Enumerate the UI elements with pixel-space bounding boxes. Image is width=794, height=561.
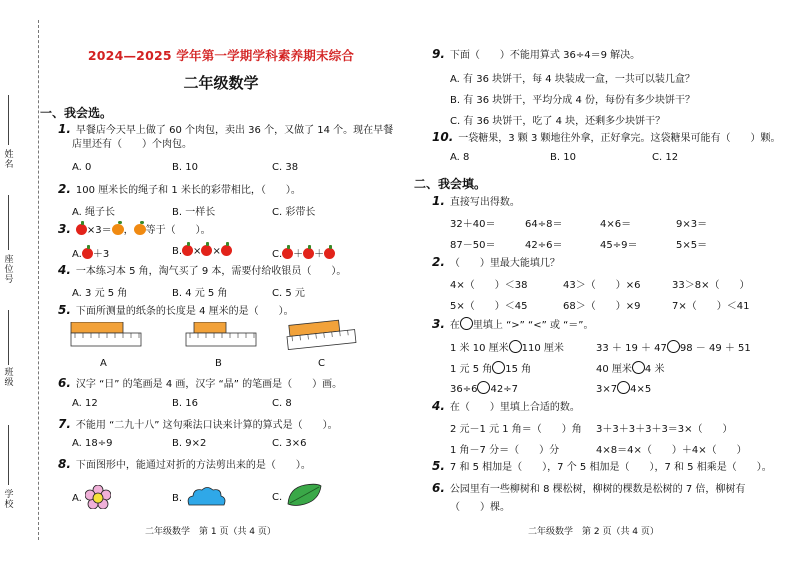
q8-option-a[interactable] — [72, 485, 111, 509]
q10-text: 一袋糖果，3 颗 3 颗地往外拿，正好拿完。这袋糖果可能有（ ）颗。 — [458, 133, 781, 144]
q3-equals: 等于（ ）。 — [145, 225, 211, 236]
q8-number: 8. — [58, 457, 71, 471]
f6-text-line2[interactable]: （ ）棵。 — [450, 502, 510, 513]
q3-option-b[interactable]: B. × × — [172, 245, 232, 257]
f3-right: 110 厘米 — [521, 343, 564, 354]
footer-page-2: 二年级数学 第 2 页（共 4 页） — [528, 527, 659, 537]
f3-left: 3×7 — [596, 384, 618, 395]
f1-item[interactable]: 87－50＝ — [450, 240, 496, 251]
question-10 — [432, 129, 781, 147]
question-7 — [58, 416, 338, 434]
f4-item[interactable]: 3＋3＋3＋3＋3＝3×（ ） — [596, 424, 733, 435]
f4-item[interactable]: 2 元－1 元 1 角＝（ ）角 — [450, 424, 582, 435]
exam-no-blank — [8, 195, 9, 250]
q1-option-c[interactable]: C. 38 — [272, 162, 299, 173]
f1-item[interactable]: 64÷8＝ — [525, 219, 563, 230]
question-8 — [58, 456, 311, 474]
q1-option-b[interactable]: B. 10 — [172, 162, 198, 173]
q4-number: 4. — [58, 263, 71, 277]
q10-option-b[interactable]: B. 10 — [550, 152, 576, 163]
question-6 — [58, 375, 342, 393]
f4-number: 4. — [432, 399, 445, 413]
apple-icon — [282, 248, 293, 259]
q3-times: ×3＝ — [86, 225, 112, 236]
f3-pre: 在 — [449, 320, 460, 331]
leaf-icon — [285, 482, 323, 508]
f2-item[interactable]: 7×（ ）＜41 — [672, 301, 750, 312]
q9-text: 下面（ ）不能用算式 36÷4＝9 解决。 — [449, 50, 641, 61]
q8-option-b[interactable] — [172, 485, 227, 507]
q4-option-c[interactable]: C. 5 元 — [272, 288, 305, 299]
q3-number: 3. — [58, 222, 71, 236]
f5-text[interactable]: 7 和 5 相加是（ ），7 个 5 相加是（ ），7 和 5 相乘是（ ）。 — [449, 462, 772, 473]
f3-left: 36÷6 — [450, 384, 478, 395]
f1-item[interactable]: 9×3＝ — [676, 219, 708, 230]
exam-title: 2024—2025 学年第一学期学科素养期末综合 — [87, 48, 355, 63]
q3-option-a-label: A. — [72, 249, 82, 260]
circle-blank-icon[interactable] — [509, 340, 522, 353]
f3-item — [450, 360, 531, 375]
q8-option-c-label: C. — [272, 492, 283, 503]
fill-1 — [432, 193, 520, 211]
q5-option-b[interactable]: B — [215, 358, 222, 369]
q10-number: 10. — [432, 130, 454, 144]
circle-blank-icon[interactable] — [632, 361, 645, 374]
q2-option-c[interactable]: C. 彩带长 — [272, 207, 316, 218]
f2-item[interactable]: 33＞8×（ ） — [672, 280, 750, 291]
flower-icon — [85, 485, 111, 509]
f3-right: 4 米 — [644, 364, 665, 375]
q2-text: 100 厘米长的绳子和 1 米长的彩带相比，（ ）。 — [75, 185, 301, 196]
q2-number: 2. — [58, 182, 71, 196]
f3-number: 3. — [432, 317, 445, 331]
q5-number: 5. — [58, 303, 71, 317]
fill-6 — [432, 480, 745, 498]
q4-option-b[interactable]: B. 4 元 5 角 — [172, 288, 228, 299]
apple-icon — [221, 245, 232, 256]
q1-option-a[interactable]: A. 0 — [72, 162, 92, 173]
q8-option-c[interactable] — [272, 482, 323, 508]
name-label: 姓名 — [4, 150, 14, 170]
q6-option-a[interactable]: A. 12 — [72, 398, 98, 409]
q1-text-line2: 店里还有（ ）个肉包。 — [72, 139, 192, 150]
binding-strip — [0, 0, 44, 561]
f3-left: 33 ＋ 19 ＋ 47 — [596, 343, 667, 354]
q1-text: 早餐店今天早上做了 60 个肉包，卖出 36 个，又做了 14 个。现在早餐 — [75, 125, 394, 136]
q9-option-a[interactable]: A. 有 36 块饼干，每 4 块装成一盒，一共可以装几盒？ — [450, 74, 695, 85]
f3-right: 98 － 49 ＋ 51 — [679, 343, 751, 354]
q7-option-a[interactable]: A. 18÷9 — [72, 438, 113, 449]
class-blank — [8, 310, 9, 365]
question-2 — [58, 181, 301, 199]
f2-item[interactable]: 4×（ ）＜38 — [450, 280, 528, 291]
f3-left: 40 厘米 — [596, 364, 632, 375]
apple-icon — [303, 248, 314, 259]
orange-icon — [134, 224, 146, 235]
apple-icon — [82, 248, 93, 259]
q6-option-b[interactable]: B. 16 — [172, 398, 198, 409]
q3-option-b-label: B. — [172, 246, 183, 257]
question-3: 3. ×3＝ ， 等于（ ）。 — [58, 222, 211, 236]
q5-option-a[interactable]: A — [100, 358, 107, 369]
question-9 — [432, 46, 640, 64]
q1-number: 1. — [58, 122, 71, 136]
f3-left: 1 元 5 角 — [450, 364, 493, 375]
q5-text: 下面所测量的纸条的长度是 4 厘米的是（ ）。 — [75, 306, 294, 317]
f1-text: 直接写出得数。 — [449, 197, 520, 208]
q7-option-b[interactable]: B. 9×2 — [172, 438, 207, 449]
f3-item — [596, 339, 751, 354]
q4-text: 一本练习本 5 角，淘气买了 9 本，需要付给收银员（ ）。 — [75, 266, 347, 277]
f2-item[interactable]: 43＞（ ）×6 — [563, 280, 641, 291]
circle-blank-icon[interactable] — [492, 361, 505, 374]
f3-post: 里填上 “>” “<” 或 “＝”。 — [472, 320, 594, 331]
q2-option-a[interactable]: A. 绳子长 — [72, 207, 116, 218]
q10-option-a[interactable]: A. 8 — [450, 152, 470, 163]
q3-option-c[interactable]: C. ＋ ＋ — [272, 245, 335, 260]
exam-no-label: 座位号 — [4, 255, 14, 285]
f4-item[interactable]: 1 角－7 分＝（ ）分 — [450, 445, 560, 456]
apple-icon — [76, 224, 87, 235]
f3-right: 15 角 — [505, 364, 532, 375]
q6-number: 6. — [58, 376, 71, 390]
question-5 — [58, 302, 294, 320]
q8-option-a-label: A. — [72, 493, 82, 504]
q8-text: 下面图形中，能通过对折的方法剪出来的是（ ）。 — [75, 460, 311, 471]
q3-option-a[interactable] — [72, 245, 109, 260]
f4-text: 在（ ）里填上合适的数。 — [449, 402, 580, 413]
q5-option-c[interactable]: C — [318, 358, 325, 369]
apple-icon — [201, 245, 212, 256]
f3-item — [596, 381, 651, 395]
ruler-c-image — [286, 318, 358, 352]
f3-right: 4×5 — [630, 384, 652, 395]
q9-option-b[interactable]: B. 有 36 块饼干，平均分成 4 份，每份有多少块饼干？ — [450, 95, 696, 106]
cloud-icon — [185, 485, 227, 507]
f2-item[interactable]: 5×（ ）＜45 — [450, 301, 528, 312]
f1-item[interactable]: 32＋40＝ — [450, 219, 496, 230]
school-blank — [8, 425, 9, 485]
f4-item[interactable]: 4×8＝4×（ ）＋4×（ ） — [596, 445, 747, 456]
q4-option-a[interactable]: A. 3 元 5 角 — [72, 288, 128, 299]
f3-left: 1 米 10 厘米 — [450, 343, 509, 354]
f1-item[interactable]: 45÷9＝ — [600, 240, 638, 251]
f1-number: 1. — [432, 194, 445, 208]
q8-option-b-label: B. — [172, 493, 183, 504]
school-label: 学校 — [4, 490, 14, 510]
circle-blank-icon[interactable] — [477, 381, 490, 394]
f1-item[interactable]: 4×6＝ — [600, 219, 632, 230]
apple-icon — [324, 248, 335, 259]
fill-3 — [432, 316, 593, 334]
f3-item — [596, 360, 664, 375]
f2-number: 2. — [432, 255, 445, 269]
q3-option-c-label: C. — [272, 249, 283, 260]
fill-5 — [432, 458, 772, 476]
q7-option-c[interactable]: C. 3×6 — [272, 438, 307, 449]
q7-number: 7. — [58, 417, 71, 431]
q9-number: 9. — [432, 47, 445, 61]
q6-text: 汉字 “日” 的笔画是 4 画，汉字 “晶” 的笔画是（ ）画。 — [75, 379, 343, 390]
question-4 — [58, 262, 346, 280]
fill-4 — [432, 398, 580, 416]
f2-item[interactable]: 68＞（ ）×9 — [563, 301, 641, 312]
footer-page-1: 二年级数学 第 1 页（共 4 页） — [145, 527, 276, 537]
section2-title: 二、我会填。 — [414, 177, 487, 191]
name-blank — [8, 95, 9, 145]
f5-number: 5. — [432, 459, 445, 473]
ruler-b-image — [185, 322, 257, 348]
class-label: 班级 — [4, 368, 14, 388]
q6-option-c[interactable]: C. 8 — [272, 398, 292, 409]
circle-blank-icon — [460, 317, 473, 330]
q9-option-c[interactable]: C. 有 36 块饼干，吃了 4 块，还剩多少块饼干？ — [450, 116, 666, 127]
q3-option-a-text: ＋3 — [92, 249, 110, 260]
f3-item — [450, 339, 564, 354]
f1-item[interactable]: 5×5＝ — [676, 240, 708, 251]
q7-text: 不能用 “二九十八” 这句乘法口诀来计算的算式是（ ）。 — [75, 420, 338, 431]
f3-item — [450, 381, 518, 395]
circle-blank-icon[interactable] — [617, 381, 630, 394]
f6-text: 公园里有一些柳树和 8 棵松树，柳树的棵数是松树的 7 倍，柳树有 — [449, 484, 746, 495]
subject-title: 二年级数学 — [183, 74, 259, 92]
q10-option-c[interactable]: C. 12 — [652, 152, 679, 163]
f2-text: （ ）里最大能填几？ — [449, 258, 560, 269]
circle-blank-icon[interactable] — [667, 340, 680, 353]
f1-item[interactable]: 42÷6＝ — [525, 240, 563, 251]
orange-icon — [112, 224, 124, 235]
binding-dashed-line — [38, 20, 39, 540]
ruler-a-image — [70, 322, 142, 348]
section1-title: 一、我会选。 — [40, 106, 113, 120]
f6-number: 6. — [432, 481, 445, 495]
q2-option-b[interactable]: B. 一样长 — [172, 207, 216, 218]
f3-right: 42÷7 — [490, 384, 518, 395]
apple-icon — [182, 245, 193, 256]
fill-2 — [432, 254, 560, 272]
